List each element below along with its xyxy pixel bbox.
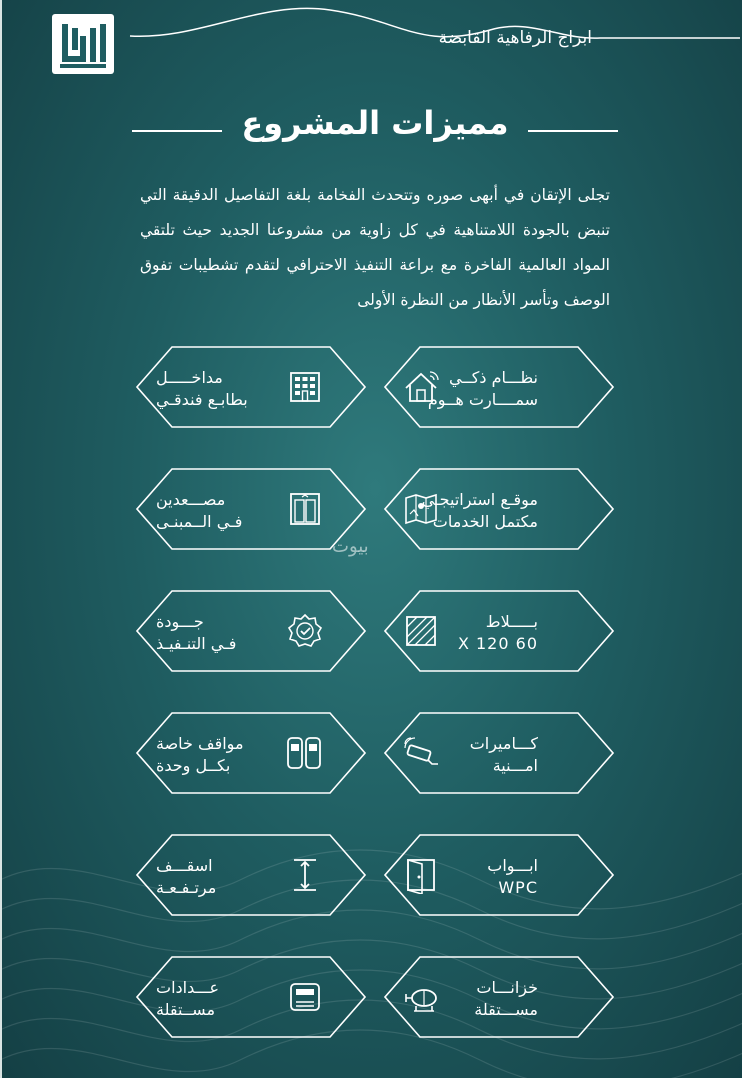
card-border [136,468,366,550]
feature-title: بـــــلاط [485,612,538,631]
feature-card [136,712,366,794]
feature-title: خزانـــات [476,978,538,997]
feature-title: مصـــعدين [156,490,226,509]
feature-subtitle: مرتـفـعـة [156,878,217,897]
feature-subtitle: 60 X 120 [457,634,538,653]
feature-title: مواقف خاصة [156,734,244,753]
decorative-waves [0,820,750,1086]
feature-card [384,590,614,672]
feature-title: ابـــواب [487,856,538,875]
building-icon [286,368,324,406]
security-camera-icon [402,734,440,772]
feature-subtitle: مســتقلة [156,1000,216,1019]
frame-edge-right [742,0,750,1086]
card-border [136,590,366,672]
title-line-right [528,130,618,132]
feature-card [384,346,614,428]
feature-card [384,712,614,794]
feature-subtitle: مســـتقلة [474,1000,538,1019]
feature-title: كـــاميرات [469,734,538,753]
frame-edge-bottom [0,1078,750,1086]
feature-subtitle: مكتمل الخدمات [432,512,538,531]
feature-subtitle: امـــنية [492,756,538,775]
frame-edge-left [0,0,2,1086]
feature-subtitle: بطابـع فندقـي [156,390,248,409]
feature-subtitle: سمــــارت هــوم [427,390,538,409]
feature-title: اسقـــف [156,856,213,875]
feature-card [136,346,366,428]
elevator-icon [286,490,324,528]
brand-monogram-icon [52,14,114,74]
tiles-icon [402,612,440,650]
feature-card [136,590,366,672]
section-title: مميزات المشروع [241,104,509,142]
watermark: بيوت [332,536,369,557]
feature-subtitle: WPC [498,878,538,897]
feature-title: نظـــام ذكــي [449,368,538,387]
parking-cars-icon [286,734,324,772]
feature-card [136,468,366,550]
feature-title: عـــدادات [156,978,220,997]
feature-subtitle: فـي الــمبنـى [156,512,243,531]
feature-card [384,468,614,550]
card-border [136,346,366,428]
card-border [136,712,366,794]
feature-subtitle: فـي التنـفيـذ [156,634,237,653]
company-name: ابراج الرفاهية القابضة [438,28,592,48]
section-title-area [0,104,750,148]
feature-subtitle: بكــل وحدة [156,756,231,775]
feature-title: مداخـــــل [156,368,223,387]
section-description: تجلى الإتقان في أبهى صوره وتتحدث الفخامة بلغة التفاصيل الدقيقة التي تنبض بالجودة اللامتناهية في كل زاوية من مشروعنا الجديد حيث تلتقي المواد العالمية الفاخرة مع براعة التنفيذ الاحترافي لتقدم تشطيبات تفوق الوصف وتأسر الأنظار من النظرة الأولى [140,186,610,309]
quality-badge-icon [286,612,324,650]
feature-title: جـــودة [156,612,204,631]
feature-title: موقـع استراتيجـي [421,490,538,509]
